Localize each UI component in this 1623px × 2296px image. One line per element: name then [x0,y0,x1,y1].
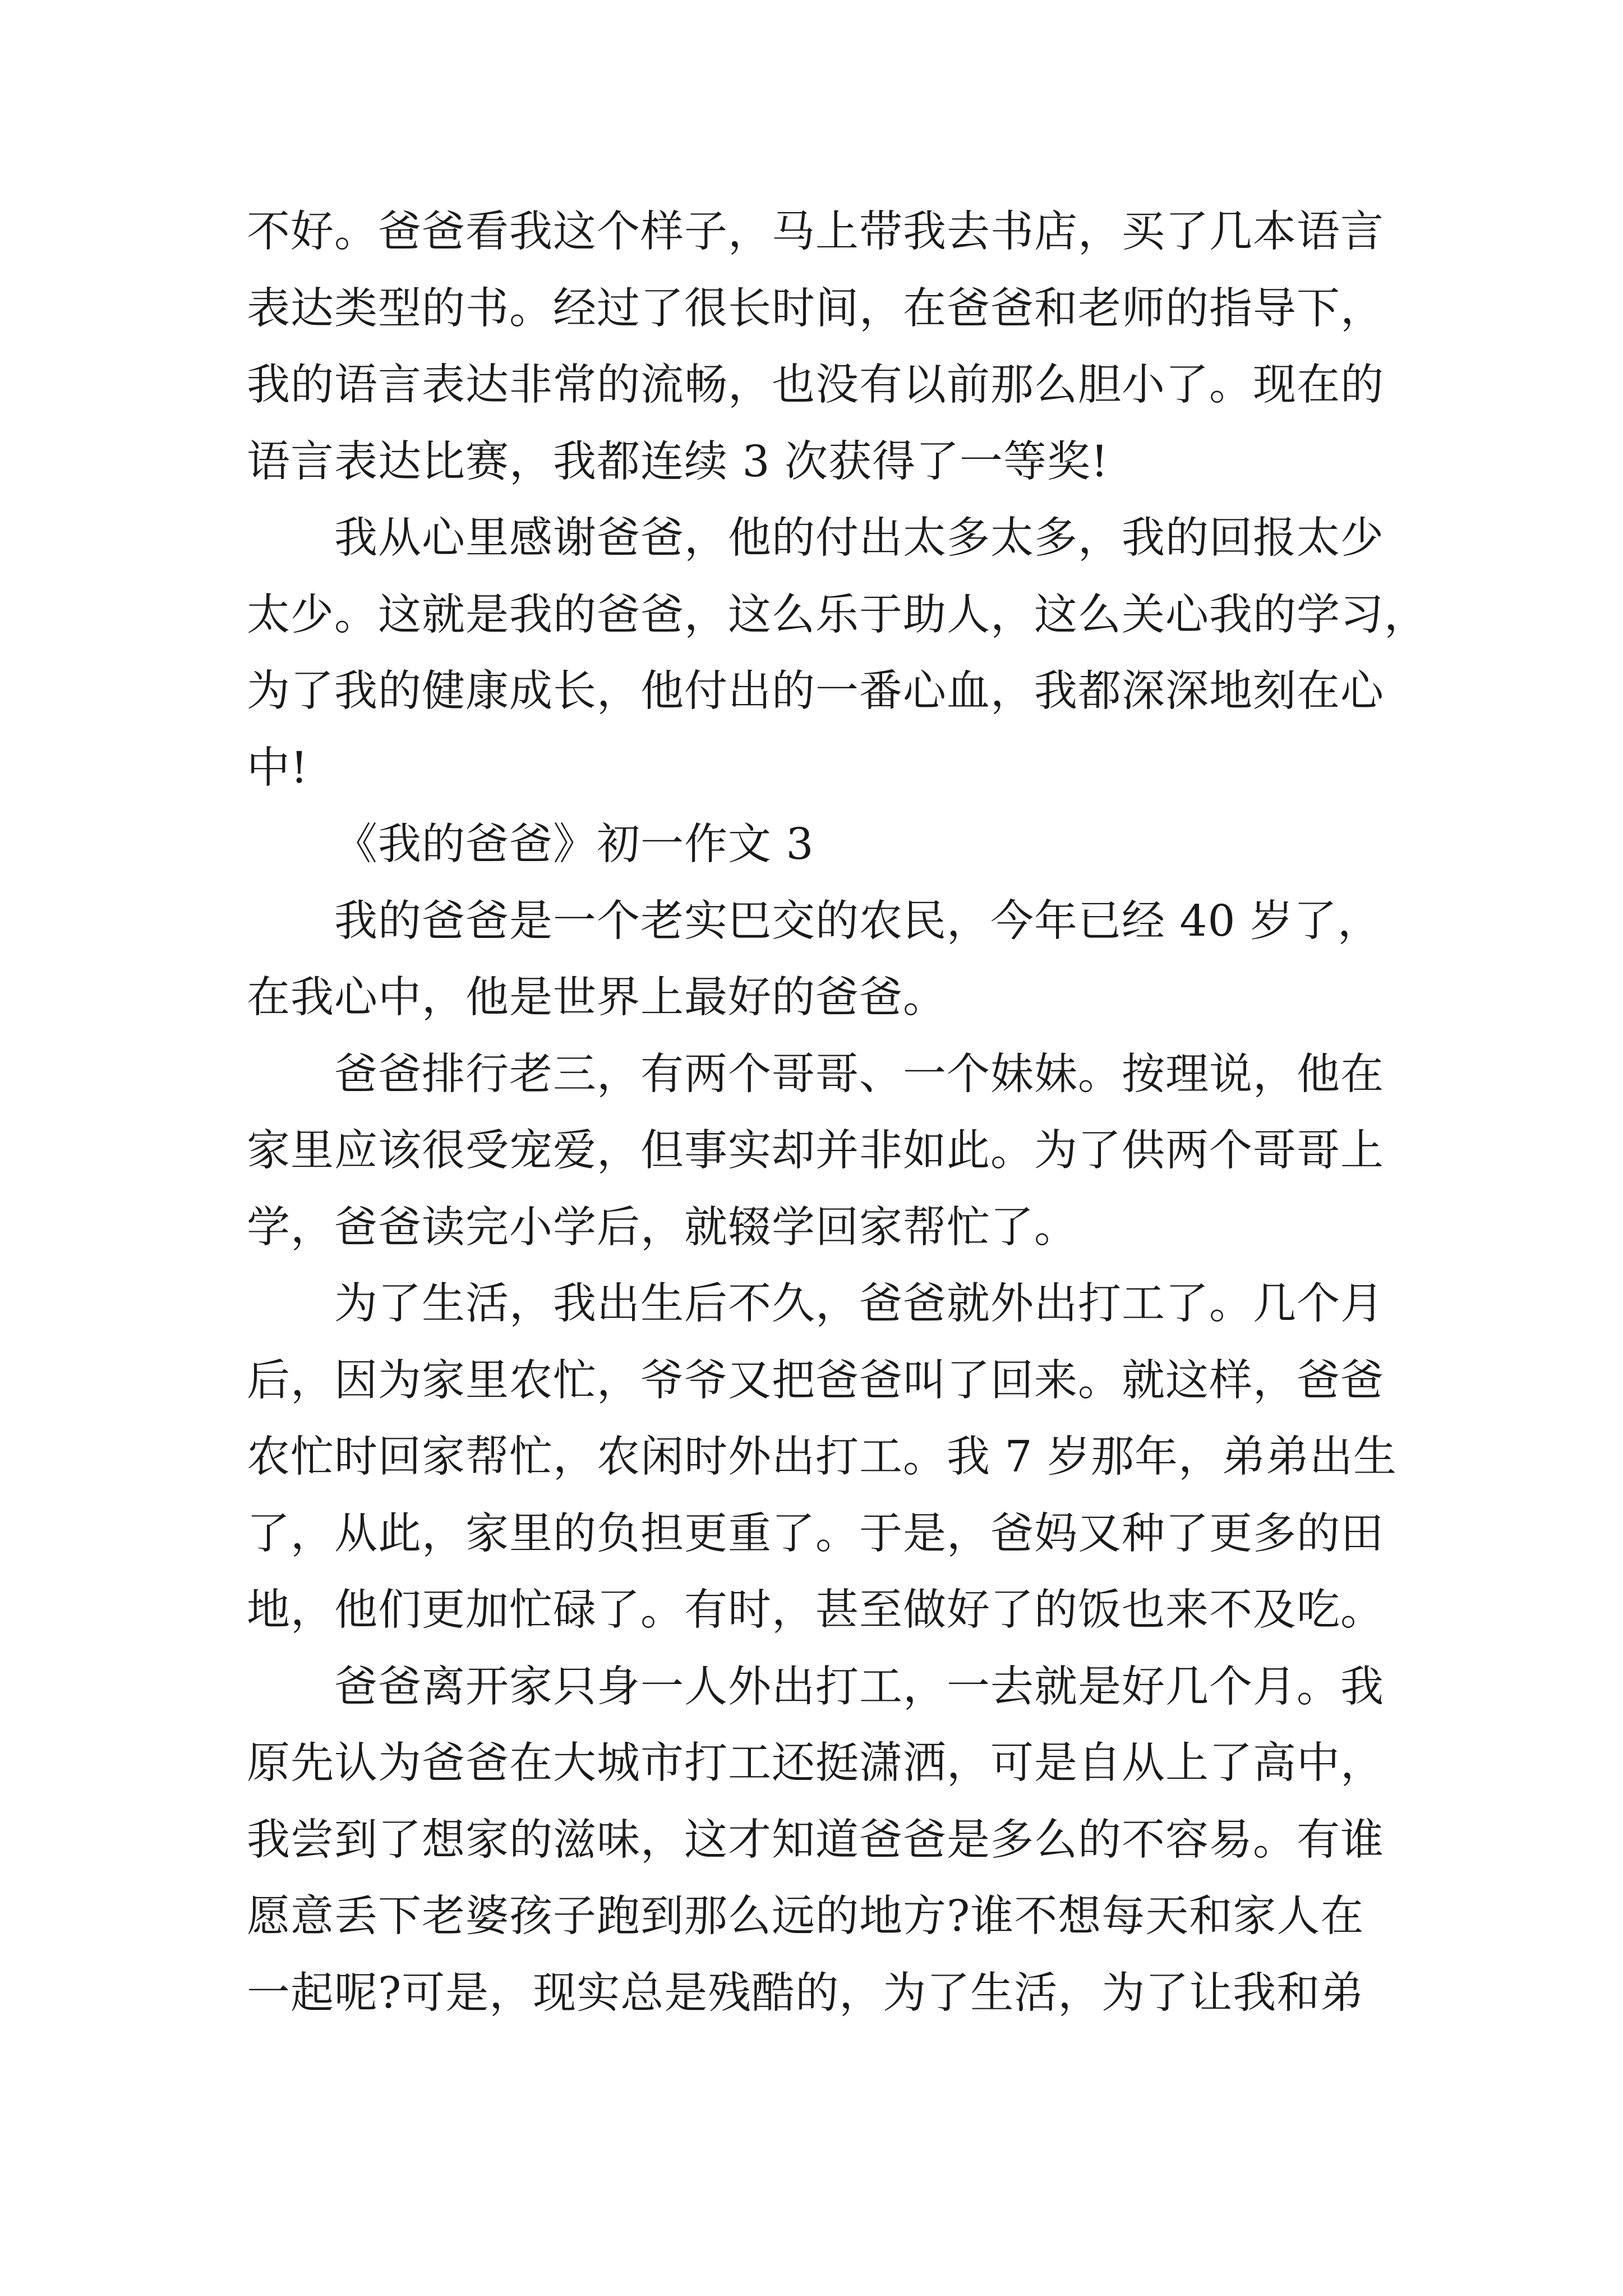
paragraph-first-line: 为了生活，我出生后不久，爸爸就外出打工了。几个月 [334,1279,1384,1329]
paragraph-first-line: 爸爸排行老三，有两个哥哥、一个妹妹。按理说，他在 [334,1049,1384,1099]
text-line: 学，爸爸读完小学后，就辍学回家帮忙了。 [247,1202,1078,1253]
text-line: 太少。这就是我的爸爸，这么乐于助人，这么关心我的学习， [247,590,1428,640]
essay-body [247,194,1428,2032]
paragraph-first-line: 爸爸离开家只身一人外出打工，一去就是好几个月。我 [334,1662,1384,1712]
section-heading: 《我的爸爸》初一作文 3 [334,820,814,869]
text-line: 表达类型的书。经过了很长时间，在爸爸和老师的指导下， [247,283,1384,334]
text-line: 为了我的健康成长，他付出的一番心血，我都深深地刻在心 [247,666,1384,716]
text-line: 中! [247,743,308,793]
text-line: 语言表达比赛，我都连续 3 次获得了一等奖! [247,436,1109,487]
text-line: 一起呢?可是，现实总是残酷的，为了生活，为了让我和弟 [247,1968,1364,2018]
paragraph-first-line: 我从心里感谢爸爸，他的付出太多太多，我的回报太少 [334,513,1384,563]
text-line: 地，他们更加忙碌了。有时，甚至做好了的饭也来不及吃。 [247,1585,1384,1635]
text-line: 原先认为爸爸在大城市打工还挺潇洒，可是自从上了高中， [247,1738,1384,1788]
text-line: 农忙时回家帮忙，农闲时外出打工。我 7 岁那年，弟弟出生 [247,1432,1397,1482]
text-line: 不好。爸爸看我这个样子，马上带我去书店，买了几本语言 [247,207,1384,257]
text-line: 我尝到了想家的滋味，这才知道爸爸是多么的不容易。有谁 [247,1815,1384,1865]
text-line: 后，因为家里农忙，爷爷又把爸爸叫了回来。就这样，爸爸 [247,1355,1384,1406]
text-line: 愿意丢下老婆孩子跑到那么远的地方?谁不想每天和家人在 [247,1892,1364,1941]
text-line: 了，从此，家里的负担更重了。于是，爸妈又种了更多的田 [247,1508,1384,1559]
text-line: 我的语言表达非常的流畅，也没有以前那么胆小了。现在的 [247,360,1384,410]
paragraph-first-line: 我的爸爸是一个老实巴交的农民，今年已经 40 岁了， [334,896,1381,946]
text-line: 在我心中，他是世界上最好的爸爸。 [247,973,947,1023]
text-line: 家里应该很受宠爱，但事实却并非如此。为了供两个哥哥上 [247,1126,1384,1176]
